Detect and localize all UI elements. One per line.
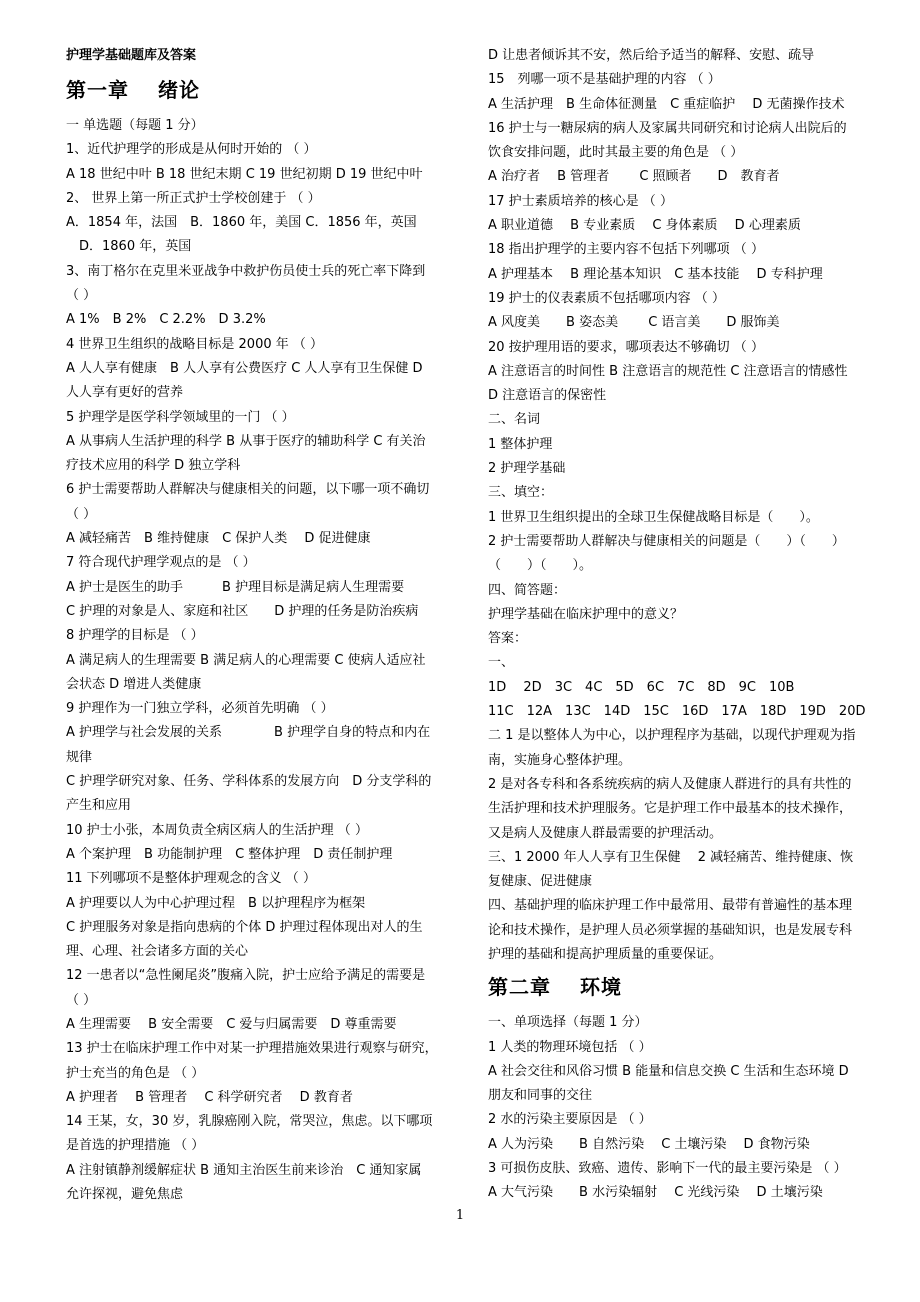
text-line: 15 列哪一项不是基础护理的内容 （ ） <box>488 72 721 88</box>
text-line: 11 下列哪项不是整体护理观念的含义 （ ） <box>66 871 316 887</box>
text-line: A 社会交往和风俗习惯 B 能量和信息交换 C 生活和生态环境 D <box>488 1063 849 1079</box>
text-line: 13 护士在临床护理工作中对某一护理措施效果进行观察与研究， <box>66 1041 438 1057</box>
text-line: 19 护士的仪表素质不包括哪项内容 （ ） <box>488 290 725 306</box>
text-line: 又是病人及健康人群最需要的护理活动。 <box>488 825 723 841</box>
text-line: 四、简答题： <box>488 582 567 598</box>
text-line: C 护理的对象是人、家庭和社区 D 护理的任务是防治疾病 <box>66 603 419 619</box>
left-column <box>66 44 458 1207</box>
text-line: 护理学基础在临床护理中的意义？ <box>488 606 684 622</box>
text-line: A 减轻痛苦 B 维持健康 C 保护人类 D 促进健康 <box>66 531 371 547</box>
text-line: 三、填空： <box>488 485 554 501</box>
text-line: 3、南丁格尔在克里米亚战争中救护伤员使士兵的死亡率下降到 <box>66 263 426 279</box>
text-line: 护士充当的角色是 （ ） <box>66 1065 205 1081</box>
text-line: C 护理服务对象是指向患病的个体 D 护理过程体现出对人的生 <box>66 919 423 935</box>
text-line: A 人为污染 B 自然污染 C 土壤污染 D 食物污染 <box>488 1136 810 1152</box>
text-line: （ ） <box>66 288 97 304</box>
text-line: A 护理基本 B 理论基本知识 C 基本技能 D 专科护理 <box>488 266 823 282</box>
text-line: 朋友和同事的交往 <box>488 1088 593 1104</box>
text-line: 7 符合现代护理学观点的是 （ ） <box>66 555 256 571</box>
chapter-1-questions <box>66 114 458 1207</box>
text-line: 答案： <box>488 631 528 647</box>
text-line: 疗技术应用的科学 D 独立学科 <box>66 458 241 474</box>
text-line: 3 可损伤皮肤、致癌、遗传、影响下一代的最主要污染是 （ ） <box>488 1161 847 1177</box>
text-line: 5 护理学是医学科学领域里的一门 （ ） <box>66 409 295 425</box>
text-line: 理、心理、社会诸多方面的关心 <box>66 944 249 960</box>
chapter-1-title: 第一章 绪论 <box>66 78 200 102</box>
text-line: D．1860 年，英国 <box>66 239 192 255</box>
text-line: 南，实施身心整体护理。 <box>488 752 632 768</box>
chapter-2-title: 第二章 环境 <box>488 975 622 1000</box>
text-line: 三、1 2000 年人人享有卫生保健 2 减轻痛苦、维持健康、恢 <box>488 849 854 865</box>
text-line: 17 护士素质培养的核心是 （ ） <box>488 193 673 209</box>
text-line: 生活护理和技术护理服务。它是护理工作中最基本的技术操作， <box>488 801 853 817</box>
text-line: A 护士是医生的助手 B 护理目标是满足病人生理需要 <box>66 579 405 595</box>
text-line: （ ） <box>66 506 97 522</box>
text-line: （ ）（ ）。 <box>488 558 593 574</box>
text-line: A 护理学与社会发展的关系 B 护理学自身的特点和内在 <box>66 725 431 741</box>
text-line: 规律 <box>66 749 93 765</box>
text-line: 1 人类的物理环境包括 （ ） <box>488 1039 652 1055</box>
text-line: D 注意语言的保密性 <box>488 388 607 404</box>
right-column <box>488 44 880 1206</box>
text-line: 四、基础护理的临床护理工作中最常用、最带有普遍性的基本理 <box>488 898 853 914</box>
page-number: 1 <box>455 1208 465 1223</box>
text-line: A 个案护理 B 功能制护理 C 整体护理 D 责任制护理 <box>66 846 393 862</box>
text-line: A 从事病人生活护理的科学 B 从事于医疗的辅助科学 C 有关治 <box>66 433 426 449</box>
text-line: 二、名词 <box>488 412 541 428</box>
text-line: 10 护士小张，本周负责全病区病人的生活护理 （ ） <box>66 822 368 838</box>
text-line: 1 世界卫生组织提出的全球卫生保健战略目标是（ ）。 <box>488 509 819 525</box>
text-line: A 1% B 2% C 2.2% D 3.2% <box>66 312 266 328</box>
text-line: 18 指出护理学的主要内容不包括下列哪项 （ ） <box>488 242 764 258</box>
chapter-1-continued <box>488 44 880 967</box>
text-line: 会状态 D 增进人类健康 <box>66 676 202 692</box>
text-line: A 大气污染 B 水污染辐射 C 光线污染 D 土壤污染 <box>488 1185 823 1201</box>
text-line: 6 护士需要帮助人群解决与健康相关的问题，以下哪一项不确切 <box>66 482 430 498</box>
text-line: A 人人享有健康 B 人人享有公费医疗 C 人人享有卫生保健 D <box>66 360 423 376</box>
text-line: A．1854 年，法国 B．1860 年，美国 C．1856 年，英国 <box>66 215 417 231</box>
text-line: A 生理需要 B 安全需要 C 爱与归属需要 D 尊重需要 <box>66 1016 397 1032</box>
text-line: 一、单项选择（每题 1 分） <box>488 1015 648 1031</box>
text-line: A 注意语言的时间性 B 注意语言的规范性 C 注意语言的情感性 <box>488 363 848 379</box>
text-line: 1、近代护理学的形成是从何时开始的 （ ） <box>66 142 317 158</box>
text-line: A 生活护理 B 生命体征测量 C 重症临护 D 无菌操作技术 <box>488 96 845 112</box>
text-line: 产生和应用 <box>66 798 132 814</box>
text-line: 护理的基础和提高护理质量的重要保证。 <box>488 946 723 962</box>
text-line: 11C 12A 13C 14D 15C 16D 17A 18D 19D 20D <box>488 704 866 720</box>
text-line: 2 护士需要帮助人群解决与健康相关的问题是（ ）（ ） <box>488 533 845 549</box>
text-line: 4 世界卫生组织的战略目标是 2000 年 （ ） <box>66 336 324 352</box>
text-line: 二 1 是以整体人为中心，以护理程序为基础，以现代护理观为指 <box>488 728 856 744</box>
text-line: 论和技术操作，是护理人员必须掌握的基础知识，也是发展专科 <box>488 922 853 938</box>
text-line: A 职业道德 B 专业素质 C 身体素质 D 心理素质 <box>488 218 801 234</box>
text-line: 人人享有更好的营养 <box>66 385 184 401</box>
text-line: A 注射镇静剂缓解症状 B 通知主治医生前来诊治 C 通知家属 <box>66 1162 422 1178</box>
text-line: 1 整体护理 <box>488 436 553 452</box>
text-line: A 治疗者 B 管理者 C 照顾者 D 教育者 <box>488 169 780 185</box>
text-line: A 护理者 B 管理者 C 科学研究者 D 教育者 <box>66 1089 353 1105</box>
text-line: 复健康、促进健康 <box>488 874 593 890</box>
text-line: 9 护理作为一门独立学科，必须首先明确 （ ） <box>66 701 334 717</box>
text-line: 2 护理学基础 <box>488 461 566 477</box>
text-line: 允许探视，避免焦虑 <box>66 1187 184 1203</box>
text-line: 饮食安排问题，此时其最主要的角色是 （ ） <box>488 145 744 161</box>
text-line: A 风度美 B 姿态美 C 语言美 D 服饰美 <box>488 315 780 331</box>
text-line: （ ） <box>66 992 97 1008</box>
text-line: A 满足病人的生理需要 B 满足病人的心理需要 C 使病人适应社 <box>66 652 426 668</box>
text-line: 8 护理学的目标是 （ ） <box>66 628 204 644</box>
text-line: 2 是对各专科和各系统疾病的病人及健康人群进行的具有共性的 <box>488 776 852 792</box>
text-line: A 18 世纪中叶 B 18 世纪末期 C 19 世纪初期 D 19 世纪中叶 <box>66 166 423 182</box>
text-line: C 护理学研究对象、任务、学科体系的发展方向 D 分支学科的 <box>66 774 432 790</box>
text-line: A 护理要以人为中心护理过程 B 以护理程序为框架 <box>66 895 366 911</box>
text-line: 20 按护理用语的要求，哪项表达不够确切 （ ） <box>488 339 764 355</box>
text-line: 12 一患者以“急性阑尾炎”腹痛入院，护士应给予满足的需要是 <box>66 968 426 984</box>
text-line: 是首选的护理措施 （ ） <box>66 1138 205 1154</box>
text-line: D 让患者倾诉其不安，然后给予适当的解释、安慰、疏导 <box>488 48 815 63</box>
text-line: 2 水的污染主要原因是 （ ） <box>488 1112 652 1128</box>
text-line: 16 护士与一糖尿病的病人及家属共同研究和讨论病人出院后的 <box>488 120 847 136</box>
text-line: 1D 2D 3C 4C 5D 6C 7C 8D 9C 10B <box>488 679 795 695</box>
chapter-2-questions <box>488 1011 880 1205</box>
text-line: 一、 <box>488 655 515 671</box>
text-line: 14 王某，女，30 岁，乳腺癌刚入院，常哭泣，焦虑。以下哪项 <box>66 1114 433 1130</box>
document-title: 护理学基础题库及答案 <box>66 48 197 63</box>
text-line: 一 单选题（每题 1 分） <box>66 118 204 133</box>
text-line: 2、 世界上第一所正式护士学校创建于 （ ） <box>66 190 321 206</box>
